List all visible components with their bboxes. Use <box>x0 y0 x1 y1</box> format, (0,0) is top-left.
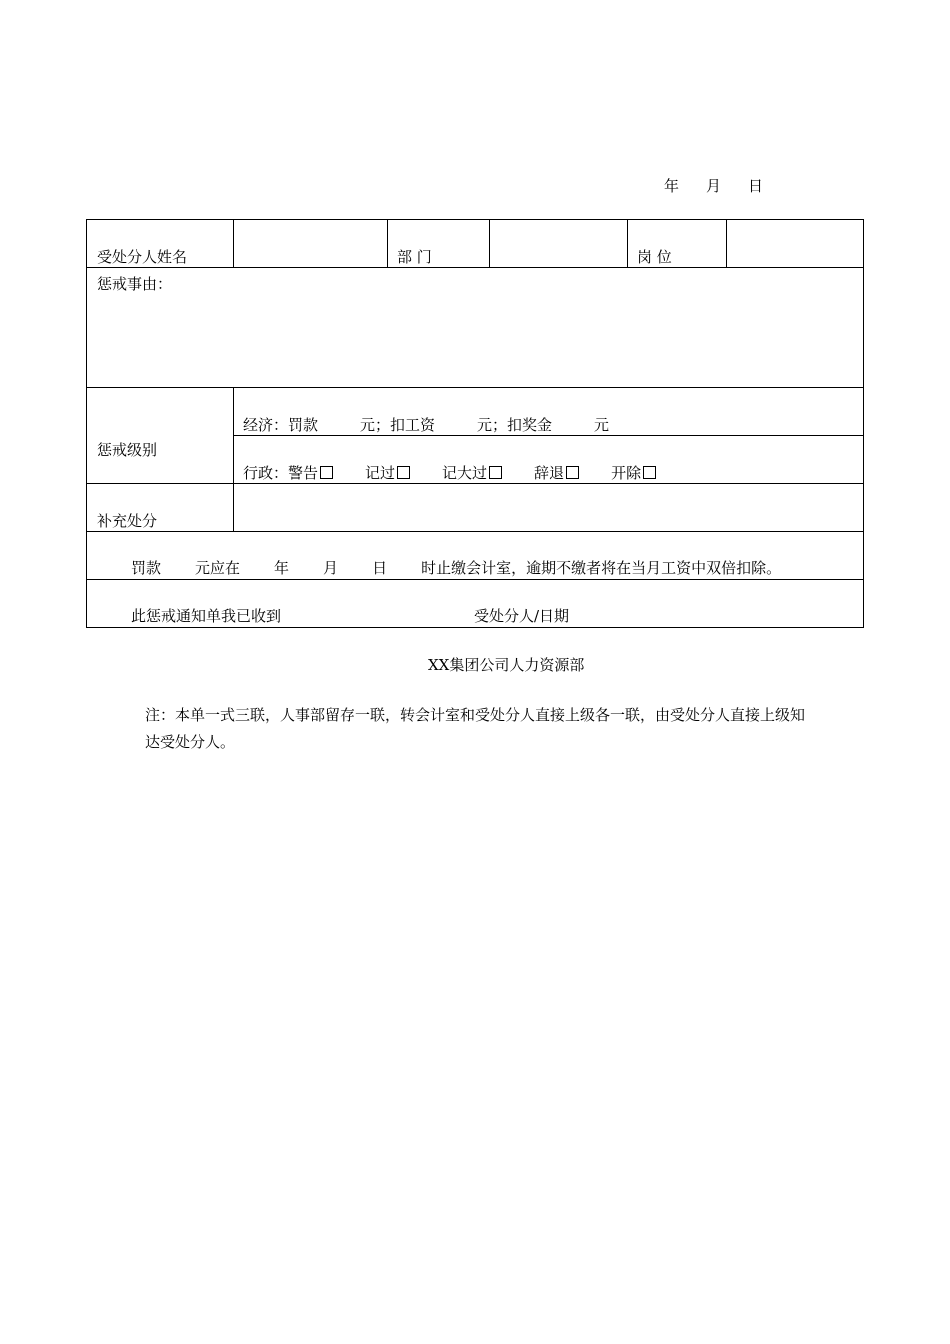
date-year-label: 年 <box>664 177 680 195</box>
date-month-label: 月 <box>706 177 722 195</box>
economic-penalty-line <box>243 414 609 435</box>
col-divider <box>726 220 727 267</box>
payment-rest: 时止缴会计室，逾期不缴者将在当月工资中双倍扣除。 <box>421 559 782 577</box>
row-divider <box>87 483 863 484</box>
level-label: 惩戒级别 <box>97 441 158 459</box>
admin-demerit-label: 记过 <box>365 464 396 482</box>
warning-checkbox[interactable] <box>320 466 333 479</box>
supplement-label: 补充处分 <box>97 512 158 530</box>
admin-major-demerit-label: 记大过 <box>442 464 488 482</box>
economic-yuan-label: 元 <box>594 416 610 434</box>
row-divider <box>87 531 863 532</box>
demerit-checkbox[interactable] <box>397 466 410 479</box>
dept-label: 部 门 <box>397 248 432 266</box>
payment-day: 日 <box>372 559 388 577</box>
major-demerit-checkbox[interactable] <box>489 466 502 479</box>
admin-dismiss-label: 辞退 <box>534 464 565 482</box>
col-divider <box>489 220 490 267</box>
payment-yuan: 元应在 <box>195 559 241 577</box>
payment-fine: 罚款 <box>131 559 162 577</box>
col-divider <box>627 220 628 267</box>
dismiss-checkbox[interactable] <box>566 466 579 479</box>
post-label: 岗 位 <box>637 248 672 266</box>
col-divider <box>233 220 234 267</box>
admin-warning-label: 行政：警告 <box>243 464 319 482</box>
payment-line <box>131 557 781 578</box>
note: 注：本单一式三联，人事部留存一联，转会计室和受处分人直接上级各一联，由受处分人直接上级知达受处分人。 <box>145 706 806 751</box>
reason-label: 惩戒事由： <box>97 275 173 293</box>
admin-penalty-line <box>243 462 656 483</box>
economic-prefix: 经济：罚款 <box>243 416 319 434</box>
date-day-label: 日 <box>748 177 764 195</box>
receipt-text: 此惩戒通知单我已收到 <box>131 607 282 625</box>
expel-checkbox[interactable] <box>643 466 656 479</box>
admin-expel-label: 开除 <box>611 464 642 482</box>
col-divider <box>233 387 234 531</box>
row-divider <box>233 435 863 436</box>
name-label: 受处分人姓名 <box>97 248 188 266</box>
issuer: XX集团公司人力资源部 <box>428 656 585 674</box>
payment-year: 年 <box>274 559 290 577</box>
row-divider <box>87 579 863 580</box>
economic-bonus-label: 元；扣奖金 <box>477 416 553 434</box>
disciplinary-form <box>86 219 864 628</box>
row-divider <box>87 267 863 268</box>
col-divider <box>387 220 388 267</box>
row-divider <box>87 387 863 388</box>
payment-month: 月 <box>323 559 339 577</box>
receipt-signer: 受处分人/日期 <box>474 607 570 625</box>
economic-salary-label: 元；扣工资 <box>360 416 436 434</box>
